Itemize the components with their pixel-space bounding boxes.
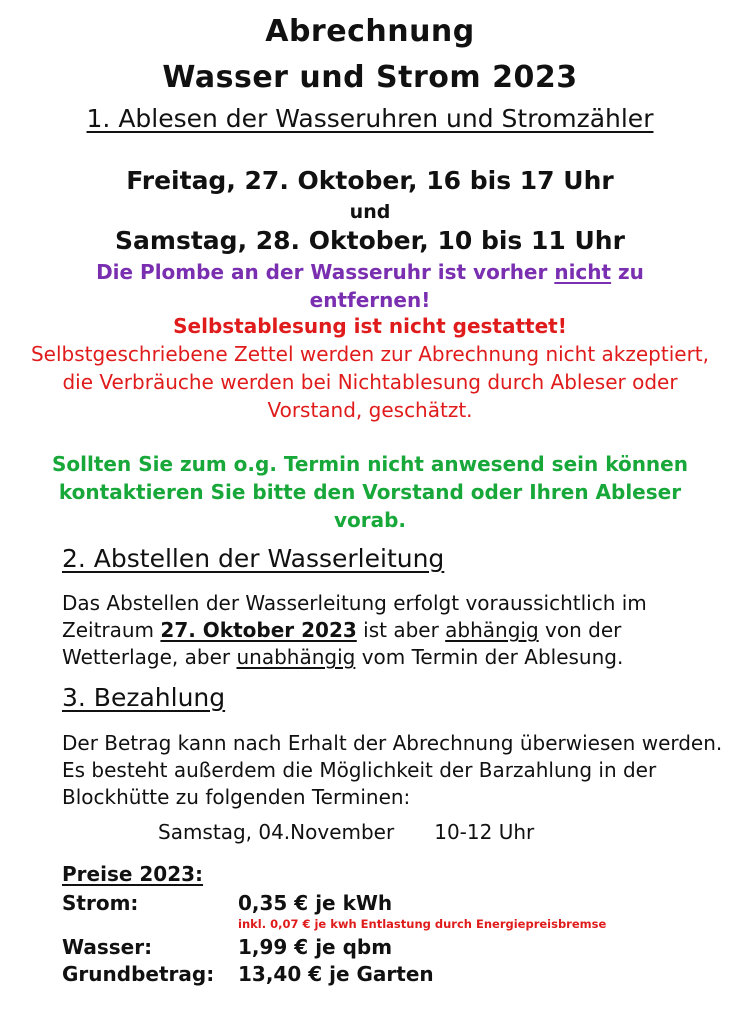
title-line-1: Abrechnung: [265, 14, 475, 49]
price-value-grundbetrag: 13,40 € je Garten: [238, 962, 434, 986]
abstellen-date: 27. Oktober 2023: [160, 618, 357, 642]
section-heading-ablesen: 1. Ablesen der Wasseruhren und Stromzähler: [86, 104, 654, 133]
abstellen-text-2: ist aber: [356, 618, 446, 642]
section-heading-bezahlung: 3. Bezahlung: [62, 683, 226, 712]
self-reading-details: Selbstgeschriebene Zettel werden zur Abrechnung nicht akzeptiert, die Verbräuche werden bei Nichtablesung durch Ableser oder Vorstand, geschätzt.: [30, 342, 710, 422]
price-note-strom: inkl. 0,07 € je kwh Entlastung durch Energiepreisbremse: [238, 917, 607, 931]
payment-appointment-day: Samstag, 04.November: [158, 820, 395, 844]
price-label-strom: Strom:: [62, 891, 139, 915]
price-value-strom: 0,35 € je kWh: [238, 891, 393, 915]
self-reading-warning: Selbstablesung ist nicht gestattet!: [173, 314, 567, 338]
price-label-grundbetrag: Grundbetrag:: [62, 962, 215, 986]
prices-heading: Preise 2023:: [62, 862, 204, 886]
title-line-2: Wasser und Strom 2023: [162, 60, 578, 95]
payment-appointment-time: 10-12 Uhr: [434, 820, 535, 844]
abstellen-text-4: vom Termin der Ablesung.: [355, 645, 624, 669]
reading-date-saturday: Samstag, 28. Oktober, 10 bis 11 Uhr: [115, 226, 625, 255]
section-heading-abstellen: 2. Abstellen der Wasserleitung: [62, 544, 445, 573]
bezahlung-paragraph: Der Betrag kann nach Erhalt der Abrechnung überwiesen werden. Es besteht außerdem die Möglichkeit der Barzahlung in der Blockhütte zu folgenden Terminen:: [62, 731, 723, 809]
abstellen-text-3: von der Wetterlage, aber: [62, 618, 622, 669]
abstellen-text-1: Das Abstellen der Wasserleitung erfolgt voraussichtlich im Zeitraum: [62, 591, 647, 642]
seal-notice: [40, 258, 700, 314]
conjunction-und: und: [349, 201, 391, 223]
abstellen-paragraph: [62, 590, 732, 671]
price-value-wasser: 1,99 € je qbm: [238, 935, 393, 959]
abstellen-unabhaengig: unabhängig: [236, 645, 356, 669]
payment-appointment: [158, 820, 534, 844]
price-label-wasser: Wasser:: [62, 935, 153, 959]
seal-notice-nicht: nicht: [554, 260, 612, 284]
abstellen-abhaengig: abhängig: [445, 618, 539, 642]
absence-contact-notice: Sollten Sie zum o.g. Termin nicht anwesend sein können kontaktieren Sie bitte den Vorstand oder Ihren Ableser vorab.: [52, 452, 688, 532]
reading-date-friday: Freitag, 27. Oktober, 16 bis 17 Uhr: [126, 166, 614, 195]
seal-notice-end: zu entfernen!: [309, 260, 644, 312]
seal-notice-start: Die Plombe an der Wasseruhr ist vorher: [96, 260, 555, 284]
